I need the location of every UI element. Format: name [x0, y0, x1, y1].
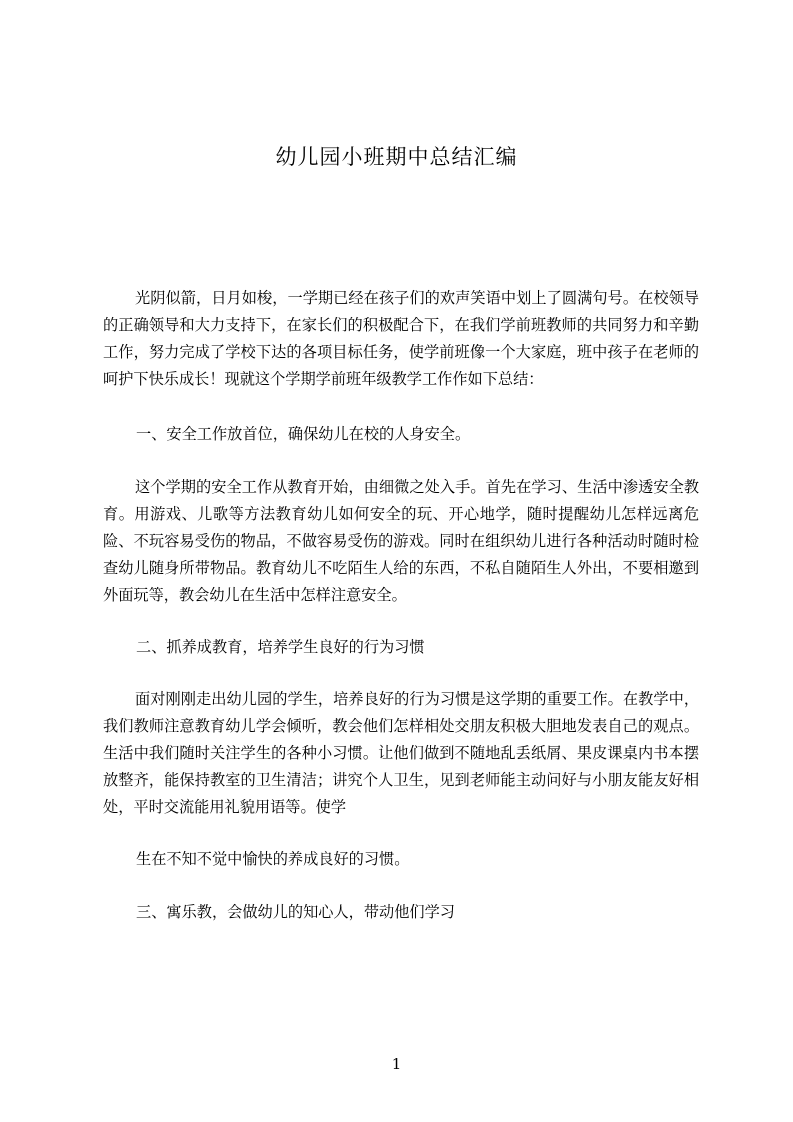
habits-continuation: 生在不知不觉中愉快的养成良好的习惯。: [136, 850, 410, 868]
safety-paragraph: 这个学期的安全工作从教育开始，由细微之处入手。首先在学习、生活中渗透安全教育。用游戏、儿歌等方法教育幼儿如何安全的玩、开心地学，随时提醒幼儿怎样远离危险、不玩容易受伤的物品，不做容易受伤的游戏。同时在组织幼儿进行各种活动时随时检查幼儿随身所带物品。教育幼儿不吃陌生人给的东西，不私自随陌生人外出，不要相邀到外面玩等，教会幼儿在生活中怎样注意安全。: [103, 478, 699, 604]
habits-paragraph: 面对刚刚走出幼儿园的学生，培养良好的行为习惯是这学期的重要工作。在教学中，我们教师注意教育幼儿学会倾听，教会他们怎样相处交朋友积极大胆地发表自己的观点。生活中我们随时关注学生的各种小习惯。让他们做到不随地乱丢纸屑、果皮课桌内书本摆放整齐，能保持教室的卫生清洁；讲究个人卫生，见到老师能主动问好与小朋友能友好相处，平时交流能用礼貌用语等。使学: [103, 690, 699, 816]
section-heading-safety: 一、安全工作放首位，确保幼儿在校的人身安全。: [136, 425, 471, 443]
intro-paragraph: 光阴似箭，日月如梭，一学期已经在孩子们的欢声笑语中划上了圆满句号。在校领导的正确领导和大力支持下，在家长们的积极配合下，在我们学前班教师的共同努力和辛勤工作，努力完成了学校下达的各项目标任务，使学前班像一个大家庭，班中孩子在老师的呵护下快乐成长！现就这个学期学前班年级教学工作作如下总结：: [103, 289, 699, 388]
section-heading-habits: 二、抓养成教育，培养学生良好的行为习惯: [136, 638, 425, 656]
document-title: 幼儿园小班期中总结汇编: [275, 145, 518, 169]
page-number: 1: [391, 1055, 402, 1073]
section-heading-teaching: 三、寓乐教，会做幼儿的知心人，带动他们学习: [136, 903, 455, 921]
